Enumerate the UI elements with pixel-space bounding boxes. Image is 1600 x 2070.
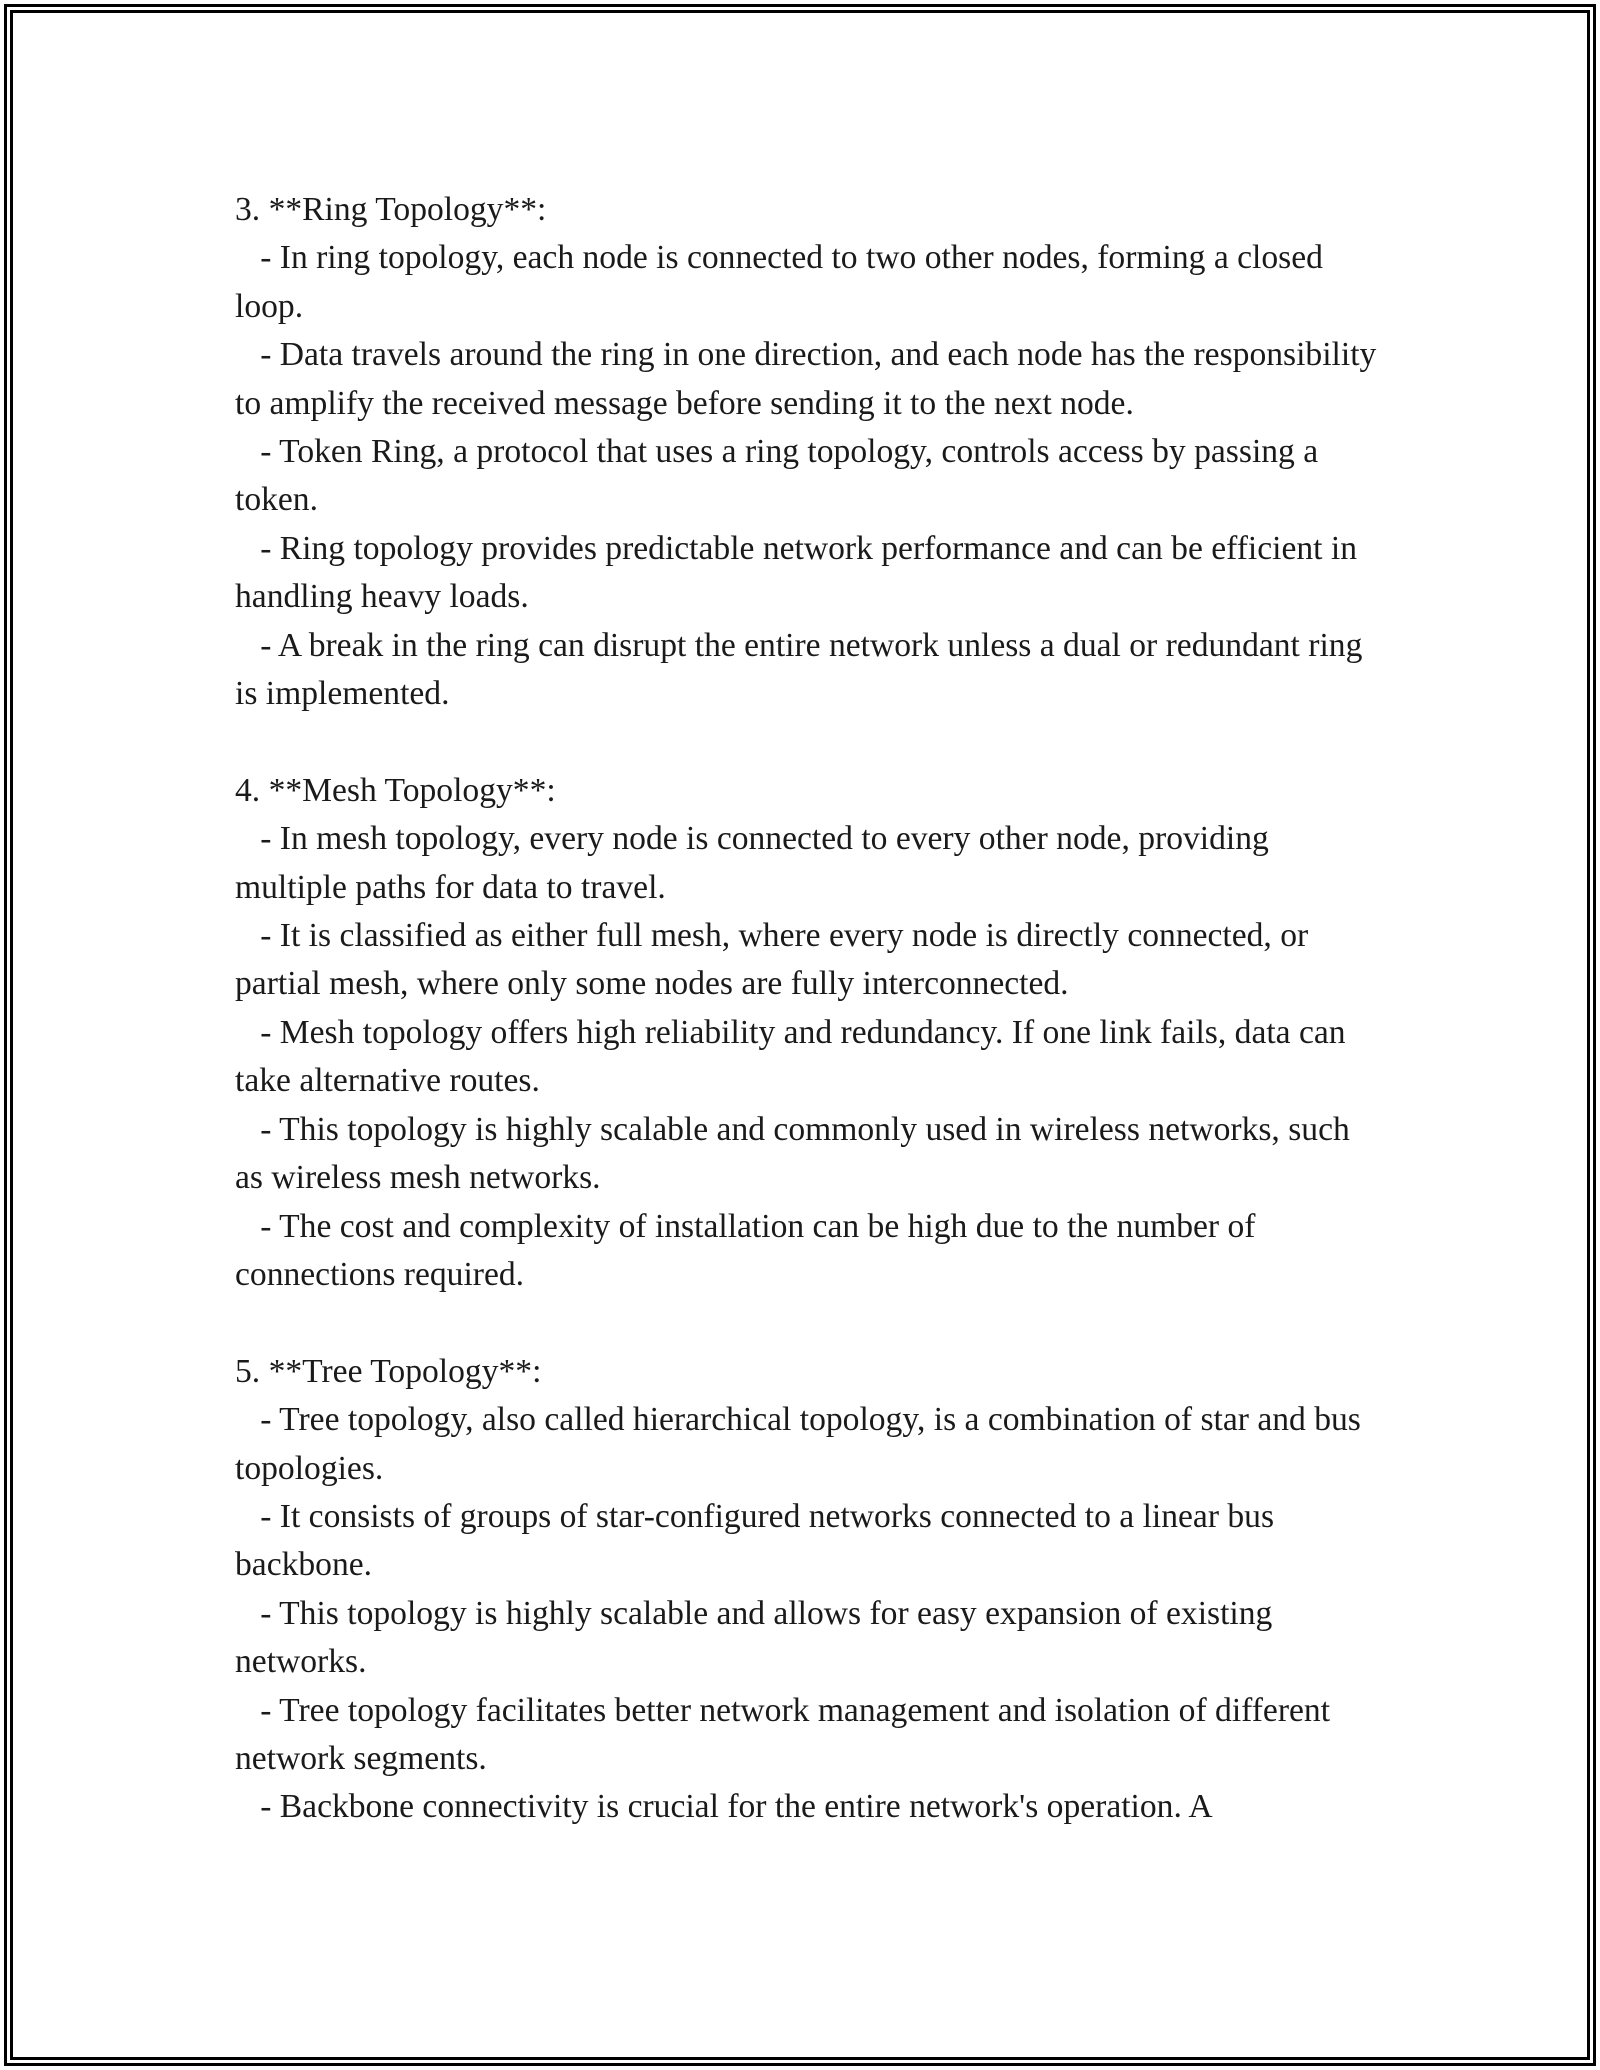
bullet-item: - It is classified as either full mesh, where every node is directly connected, or partial mesh, where only some nodes are fully interconnected.: [235, 917, 1317, 1003]
section-ring-topology: [235, 186, 1385, 718]
bullet-item: - Tree topology facilitates better network management and isolation of different network segments.: [235, 1691, 1339, 1777]
bullet-item: - A break in the ring can disrupt the entire network unless a dual or redundant ring is implemented.: [235, 626, 1371, 713]
bullet-item: - In ring topology, each node is connected to two other nodes, forming a closed loop.: [235, 239, 1332, 325]
section-mesh-topology: [235, 767, 1385, 1299]
section-heading: 5. **Tree Topology**:: [235, 1352, 542, 1390]
document-body: [235, 186, 1385, 1880]
section-heading: 4. **Mesh Topology**:: [235, 771, 556, 809]
bullet-item: - Ring topology provides predictable network performance and can be efficient in handling heavy loads.: [235, 529, 1366, 616]
bullet-item: - It consists of groups of star-configured networks connected to a linear bus backbone.: [235, 1497, 1283, 1584]
bullet-item: - Mesh topology offers high reliability and redundancy. If one link fails, data can take alternative routes.: [235, 1013, 1354, 1100]
bullet-item: - Token Ring, a protocol that uses a ring topology, controls access by passing a token.: [235, 433, 1327, 519]
bullet-item: - Tree topology, also called hierarchical topology, is a combination of star and bus topologies.: [235, 1401, 1370, 1487]
bullet-item: - Data travels around the ring in one direction, and each node has the responsibility to amplify the received message before sending it to the next node.: [235, 336, 1385, 422]
bullet-item: - This topology is highly scalable and commonly used in wireless networks, such as wireless mesh networks.: [235, 1110, 1359, 1197]
bullet-item: - The cost and complexity of installation can be high due to the number of connections required.: [235, 1207, 1264, 1293]
section-tree-topology: [235, 1348, 1385, 1832]
section-heading: 3. **Ring Topology**:: [235, 191, 547, 228]
bullet-item: - In mesh topology, every node is connected to every other node, providing multiple paths for data to travel.: [235, 820, 1278, 906]
bullet-item: - This topology is highly scalable and allows for easy expansion of existing networks.: [235, 1594, 1281, 1681]
bullet-item: - Backbone connectivity is crucial for the entire network's operation. A: [235, 1788, 1213, 1826]
